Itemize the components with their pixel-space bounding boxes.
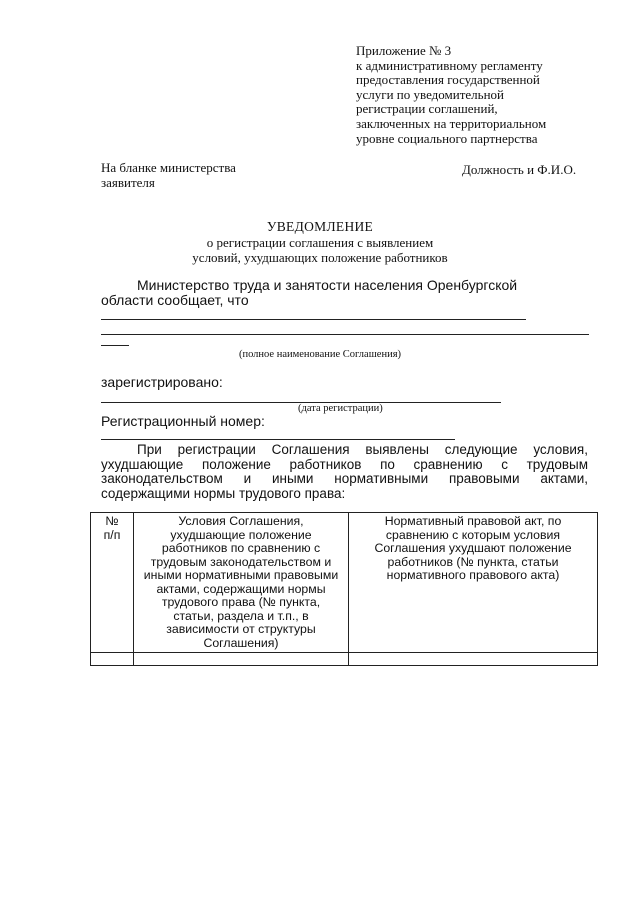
column-header-number: № п/п [91, 513, 134, 653]
conditions-table [90, 512, 598, 666]
document-subtitle: о регистрации соглашения с выявлением условий, ухудшающих положение работников [192, 235, 448, 265]
agreement-name-line-1 [101, 319, 526, 320]
table-row [91, 653, 598, 666]
registration-date-caption: (дата регистрации) [298, 403, 383, 414]
registration-number-label: Регистрационный номер: [101, 413, 265, 429]
column-header-normative-act: Нормативный правовой акт, по сравнению с которым условия Соглашения ухудшают положение работников (№ пункта, статьи нормативного правового акта) [349, 513, 598, 653]
intro-text: Министерство труда и занятости населения Оренбургской области сообщает, что [101, 277, 518, 308]
conditions-paragraph: При регистрации Соглашения выявлены следующие условия, ухудшающие положение работников по сравнению с трудовым законодательством и иными нормативными правовыми актами, содержащими нормы трудового права: [101, 442, 588, 501]
table-cell[interactable] [349, 653, 598, 666]
registration-number-line [101, 439, 455, 440]
position-name-placeholder: Должность и Ф.И.О. [462, 162, 577, 177]
column-header-conditions: Условия Соглашения, ухудшающие положение работников по сравнению с трудовым законодательством и иными нормативными правовыми актами, содержащими нормы трудового права (№ пункта, статьи, раздела и т.п., в зависимости от структуры Соглашения) [134, 513, 349, 653]
document-title: УВЕДОМЛЕНИЕ [266, 219, 374, 234]
agreement-name-caption: (полное наименование Соглашения) [238, 349, 402, 360]
agreement-name-line-3 [101, 345, 129, 346]
appendix-note: Приложение № 3 к административному регламенту предоставления государственной услуги по уведомительной регистрации соглашений, заключенных на территориальном уровне социального партнерства [356, 43, 547, 146]
table-header-row [91, 513, 598, 653]
letterhead-note: На бланке министерства заявителя [101, 160, 236, 190]
table-cell[interactable] [134, 653, 349, 666]
table-cell[interactable] [91, 653, 134, 666]
registered-label: зарегистрировано: [101, 374, 223, 390]
agreement-name-line-2 [101, 334, 589, 335]
